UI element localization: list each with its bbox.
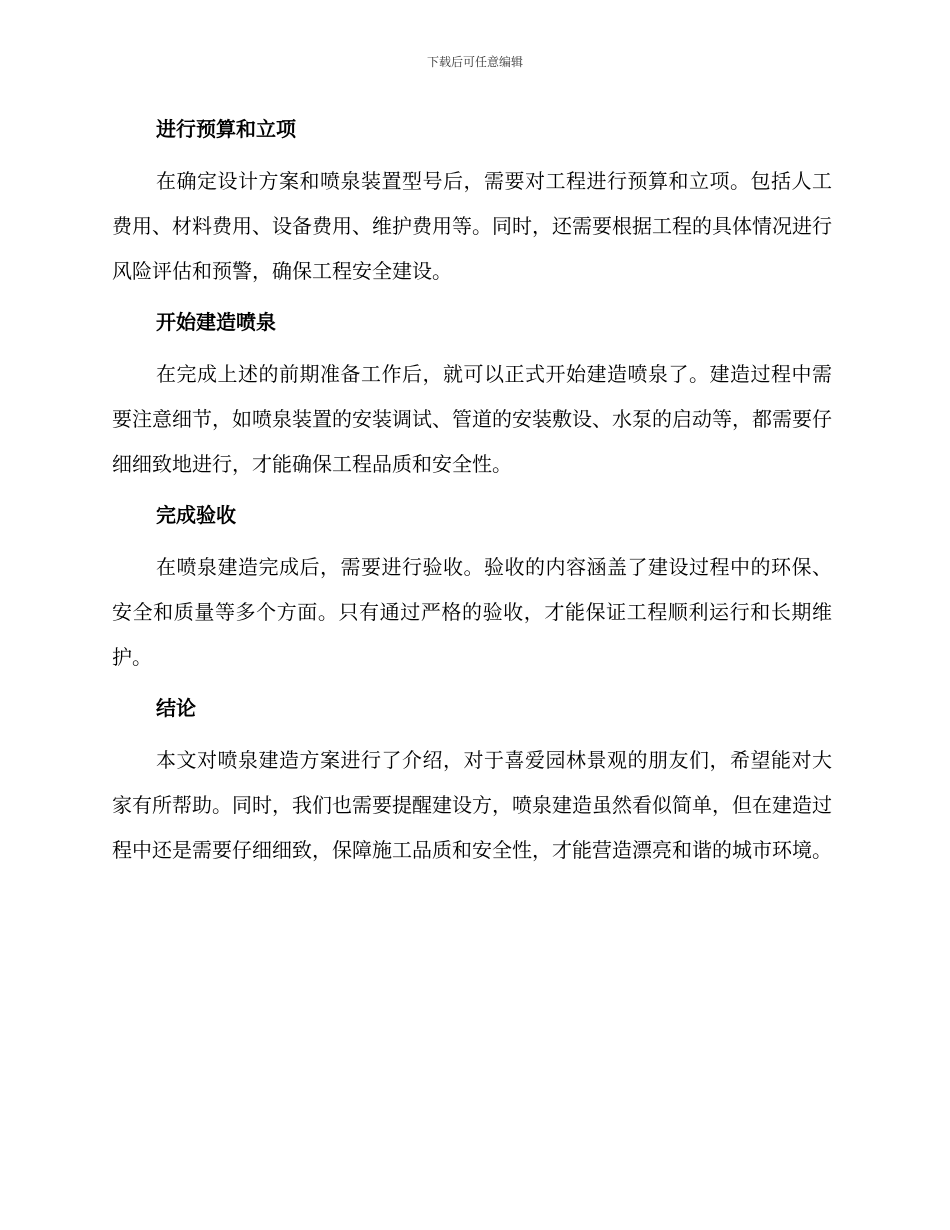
document-body — [112, 112, 832, 884]
section-paragraph-conclusion: 本文对喷泉建造方案进行了介绍，对于喜爱园林景观的朋友们，希望能对大家有所帮助。同时，我们也需要提醒建设方，喷泉建造虽然看似简单，但在建造过程中还是需要仔细细致，保障施工品质和安全性，才能营造漂亮和谐的城市环境。 — [112, 748, 832, 862]
section-heading-conclusion: 结论 — [156, 696, 196, 720]
page-header: 下载后可任意编辑 — [426, 55, 523, 69]
section-heading-budget: 进行预算和立项 — [156, 117, 296, 141]
section-heading-construction: 开始建造喷泉 — [156, 310, 276, 334]
section-paragraph-acceptance: 在喷泉建造完成后，需要进行验收。验收的内容涵盖了建设过程中的环保、安全和质量等多个方面。只有通过严格的验收，才能保证工程顺利运行和长期维护。 — [112, 555, 832, 669]
section-heading-acceptance: 完成验收 — [156, 503, 236, 527]
section-paragraph-budget: 在确定设计方案和喷泉装置型号后，需要对工程进行预算和立项。包括人工费用、材料费用、设备费用、维护费用等。同时，还需要根据工程的具体情况进行风险评估和预警，确保工程安全建设。 — [112, 169, 832, 283]
section-paragraph-construction: 在完成上述的前期准备工作后，就可以正式开始建造喷泉了。建造过程中需要注意细节，如喷泉装置的安装调试、管道的安装敷设、水泵的启动等，都需要仔细细致地进行，才能确保工程品质和安全性。 — [112, 362, 832, 476]
